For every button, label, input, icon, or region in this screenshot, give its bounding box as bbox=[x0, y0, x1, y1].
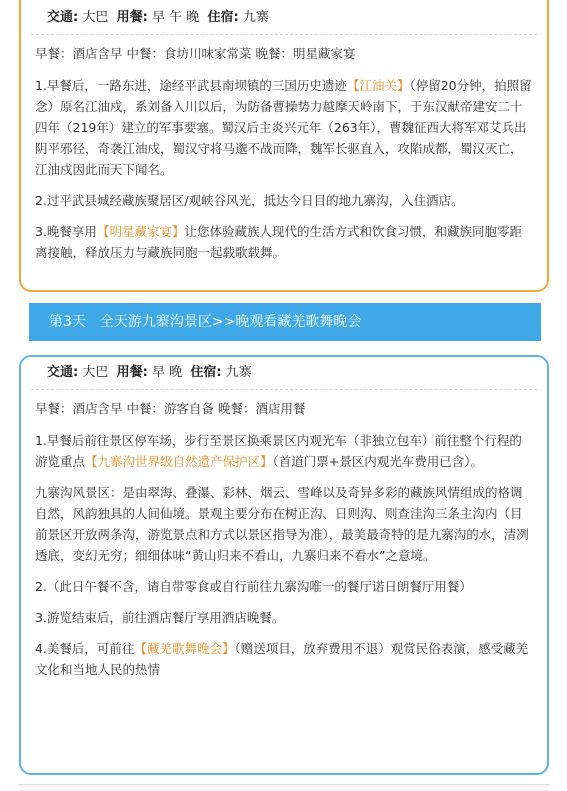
day2-p3-text: 3.晚餐享用 bbox=[35, 224, 97, 239]
next-section-edge bbox=[19, 784, 549, 791]
day3-paragraph-3: 2.（此日午餐不含，请自带零食或自行前往九寨沟唯一的餐厅诺日朗餐厅用餐） bbox=[35, 579, 472, 594]
day3-p1-text-cont: （首道门票+景区内观光车费用已含）。 bbox=[272, 454, 484, 469]
day2-paragraph-3 bbox=[35, 221, 533, 263]
highlight-star-tibetan-feast: 【明星藏家宴】 bbox=[96, 224, 185, 239]
meal-value: 早 晚 bbox=[151, 365, 183, 380]
day2-meal-detail: 早餐：酒店含早 中餐：食坊川味家常菜 晚餐：明星藏家宴 bbox=[35, 46, 356, 61]
stay-value: 九寨 bbox=[242, 10, 269, 25]
day3-itinerary-card bbox=[19, 355, 549, 775]
transport-label: 交通: bbox=[47, 365, 79, 380]
day3-p5-text: 4.美餐后，可前往 bbox=[35, 641, 135, 656]
day2-info-row bbox=[31, 2, 537, 35]
day2-p1-text: 1.早餐后，一路东进，途经平武县南坝镇的三国历史遗迹 bbox=[35, 78, 347, 93]
day2-p3-text-cont: 让您体验藏族人现代的生活方式和饮食习惯，和藏族同胞零距离接触，释放压力与藏族同胞一起载歌载舞。 bbox=[35, 224, 522, 260]
day3-paragraph-1 bbox=[35, 430, 533, 472]
day2-paragraph-2: 2.过平武县城经藏族聚居区/观峡谷风光，抵达今日目的地九寨沟，入住酒店。 bbox=[35, 193, 464, 208]
meal-label: 用餐: bbox=[116, 10, 148, 25]
day3-paragraph-5 bbox=[35, 638, 533, 680]
highlight-jiuzhaigou-reserve: 【九寨沟世界级自然遗产保护区】 bbox=[85, 454, 273, 469]
stay-label: 住宿: bbox=[207, 10, 239, 25]
day3-p5-text-cont: （赠送项目，放弃费用不退）观赏民俗表演，感受藏羌文化和当地人民的热情 bbox=[35, 641, 529, 677]
meal-value: 早 午 晚 bbox=[151, 10, 200, 25]
day3-info-row bbox=[31, 357, 537, 390]
day2-paragraph-1 bbox=[35, 75, 533, 180]
stay-value: 九寨 bbox=[225, 365, 252, 380]
day3-banner: 第3天 全天游九寨沟景区>>晚观看藏羌歌舞晚会 bbox=[29, 303, 541, 341]
transport-value: 大巴 bbox=[82, 10, 109, 25]
day3-meal-detail: 早餐：酒店含早 中餐：游客自备 晚餐：酒店用餐 bbox=[35, 401, 306, 416]
day3-paragraph-2: 九寨沟风景区：是由翠海、叠瀑、彩林、烟云、雪峰以及奇异多彩的藏族风情组成的格调自然，风韵独具的人间仙境。景观主要分布在树正沟、日则沟、则查洼沟三条主沟内（目前景区开放两条沟，游览景点和方式以景区指导为准），最美最奇特的是九寨沟的水，清冽透底，变幻无穷；细细体味“黄山归来不看山，九寨归来不看水”之意境。 bbox=[35, 485, 529, 563]
stay-label: 住宿: bbox=[190, 365, 222, 380]
highlight-tibetan-qiang-show: 【藏羌歌舞晚会】 bbox=[134, 641, 235, 656]
day3-p1-text: 1.早餐后前往景区停车场，步行至景区换乘景区内观光车（非独立包车）前往整个行程的游览重点 bbox=[35, 433, 522, 469]
day2-p1-text-cont: （停留20分钟，拍照留念）原名江油戍，系刘备入川以后，为防备曹操势力越摩天岭南下，于东汉献帝建安二十四年（219年）建立的军事要塞。蜀汉后主炎兴元年（263年），曹魏征西大将军邓艾兵出阴平邪径，奇袭江油戍，蜀汉守将马邈不战而降，魏军长驱直入，攻陷成都，蜀汉灭亡，江油戍因此而天下闻名。 bbox=[35, 78, 532, 177]
transport-label: 交通: bbox=[47, 10, 79, 25]
meal-label: 用餐: bbox=[116, 365, 148, 380]
highlight-jiangyou-pass: 【江油关】 bbox=[346, 78, 410, 93]
day3-paragraph-4: 3.游览结束后，前往酒店餐厅享用酒店晚餐。 bbox=[35, 610, 285, 625]
day2-itinerary-card bbox=[19, 0, 549, 292]
transport-value: 大巴 bbox=[82, 365, 109, 380]
